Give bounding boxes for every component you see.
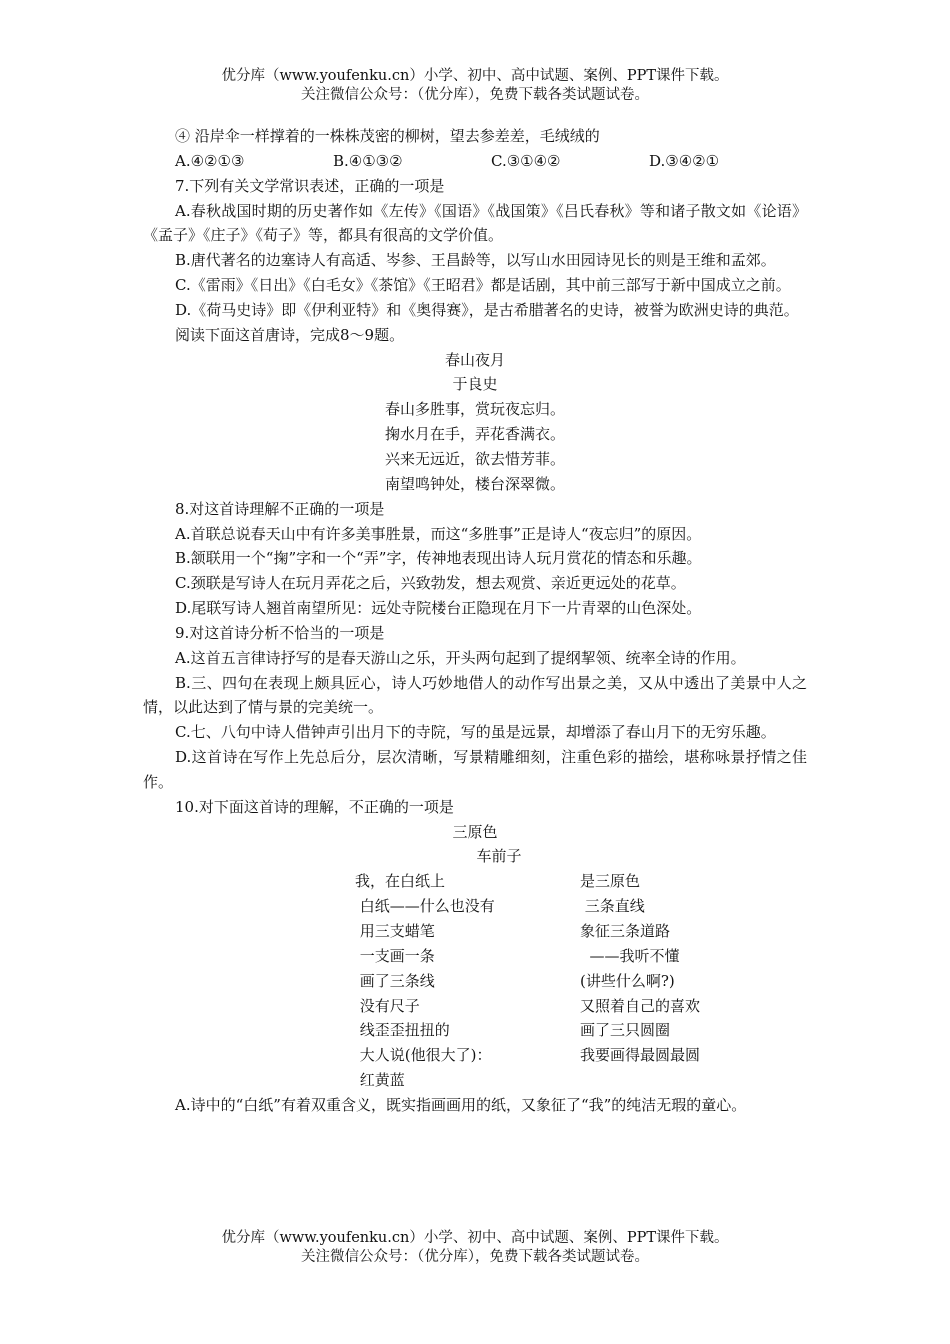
poem2-line: 一支画一条 — [355, 946, 435, 965]
poem-spring-mountain — [143, 348, 807, 497]
footer-line-1: 优分库（www.youfenku.cn）小学、初中、高中试题、案例、PPT课件下载。 — [221, 1230, 729, 1246]
q10-option-a: A.诗中的“白纸”有着双重含义，既实指画画用的纸，又象征了“我”的纯洁无瑕的童心。 — [175, 1096, 747, 1115]
poem2-author: 车前子 — [476, 847, 522, 866]
poem2-line: 画了三条线 — [355, 971, 435, 990]
reading-intro: 阅读下面这首唐诗，完成8～9题。 — [175, 325, 405, 344]
poem2-line: 大人说(他很大了)： — [355, 1046, 492, 1065]
q7-option-a: A.春秋战国时期的历史著作如《左传》《国语》《战国策》《吕氏春秋》等和诸子散文如《论语》《孟子》《庄子》《荀子》等，都具有很高的文学价值。 — [143, 201, 807, 245]
poem1-title: 春山夜月 — [444, 350, 505, 369]
q7-stem: 7.下列有关文学常识表述，正确的一项是 — [175, 176, 445, 195]
q9-option-a: A.这首五言律诗抒写的是春天游山之乐，开头两句起到了提纲挈领、统率全诗的作用。 — [175, 648, 746, 667]
header-line-1: 优分库（www.youfenku.cn）小学、初中、高中试题、案例、PPT课件下载。 — [221, 68, 729, 84]
poem1-line: 春山多胜事，赏玩夜忘归。 — [384, 400, 565, 419]
poem2-line: 象征三条道路 — [580, 922, 671, 940]
poem1-line: 掬水月在手，弄花香满衣。 — [384, 425, 565, 444]
q10-stem: 10.对下面这首诗的理解，不正确的一项是 — [175, 797, 454, 816]
page-footer — [0, 1229, 950, 1267]
poem2-line: 我要画得最圆最圆 — [580, 1046, 701, 1065]
poem-three-primary-colors — [143, 869, 807, 1093]
q6-options — [143, 149, 807, 174]
poem2-right-column — [580, 869, 700, 1068]
footer-line-2: 关注微信公众号：（优分库），免费下载各类试题试卷。 — [301, 1249, 649, 1265]
page-header — [0, 67, 950, 105]
q7-option-d: D.《荷马史诗》即《伊利亚特》和《奥得赛》，是古希腊著名的史诗，被誉为欧洲史诗的典范。 — [175, 300, 799, 319]
poem1-author: 于良史 — [452, 375, 498, 394]
q8-option-a: A.首联总说春天山中有许多美事胜景，而这“多胜事”正是诗人“夜忘归”的原因。 — [175, 524, 702, 543]
poem2-left-column — [355, 869, 495, 1093]
poem1-line: 南望鸣钟处，楼台深翠微。 — [384, 474, 565, 493]
poem2-line: 没有尺子 — [355, 996, 420, 1015]
q9-option-b: B.三、四句在表现上颇具匠心，诗人巧妙地借人的动作写出景之美，又从中透出了美景中人之情，以此达到了情与景的完美统一。 — [143, 673, 807, 717]
page-content — [143, 124, 807, 1118]
q6-option-a: A.④②①③ — [175, 151, 245, 170]
q9-option-c: C.七、八句中诗人借钟声引出月下的寺院，写的虽是远景，却增添了春山月下的无穷乐趣。 — [175, 723, 776, 742]
q7-option-c: C.《雷雨》《日出》《白毛女》《茶馆》《王昭君》都是话剧，其中前三部写于新中国成立之前。 — [175, 276, 791, 295]
poem2-line: 我，在白纸上 — [355, 872, 446, 891]
q9-option-d: D.这首诗在写作上先总后分，层次清晰，写景精雕细刻，注重色彩的描绘，堪称咏景抒情之佳作。 — [143, 748, 807, 791]
q8-option-c: C.颈联是写诗人在玩月弄花之后，兴致勃发，想去观赏、亲近更远处的花草。 — [175, 574, 686, 593]
q6-option-d: D.③④②① — [649, 151, 720, 170]
poem2-line: 三条直线 — [580, 897, 645, 916]
poem1-line: 兴来无远近，欲去惜芳菲。 — [384, 449, 565, 468]
q9-stem: 9.对这首诗分析不恰当的一项是 — [175, 623, 385, 642]
q8-option-d: D.尾联写诗人翘首南望所见：远处寺院楼台正隐现在月下一片青翠的山色深处。 — [175, 599, 702, 618]
q8-stem: 8.对这首诗理解不正确的一项是 — [175, 499, 385, 518]
poem2-line: 画了三只圆圈 — [580, 1021, 671, 1040]
poem2-line: 白纸——什么也没有 — [355, 897, 495, 916]
poem2-line: (讲些什么啊?) — [580, 971, 675, 990]
q7-option-b: B.唐代著名的边塞诗人有高适、岑参、王昌龄等，以写山水田园诗见长的则是王维和孟郊。 — [175, 251, 776, 270]
poem2-line: 是三原色 — [580, 872, 641, 891]
poem2-line: 又照着自己的喜欢 — [580, 996, 701, 1015]
q8-option-b: B.颔联用一个“掬”字和一个“弄”字，传神地表现出诗人玩月赏花的情态和乐趣。 — [175, 549, 702, 568]
header-line-2: 关注微信公众号：（优分库），免费下载各类试题试卷。 — [301, 87, 649, 103]
q6-option-c: C.③①④② — [491, 151, 561, 170]
poem2-line: 线歪歪扭扭的 — [355, 1021, 450, 1040]
q6-item-4: ④ 沿岸伞一样撑着的一株株茂密的柳树，望去参差差，毛绒绒的 — [175, 127, 600, 145]
poem2-line: 红黄蓝 — [355, 1071, 405, 1090]
q6-option-b: B.④①③② — [333, 151, 403, 170]
poem2-title: 三原色 — [452, 822, 498, 841]
poem2-line: ——我听不懂 — [580, 946, 680, 965]
poem2-line: 用三支蜡笔 — [355, 922, 435, 940]
